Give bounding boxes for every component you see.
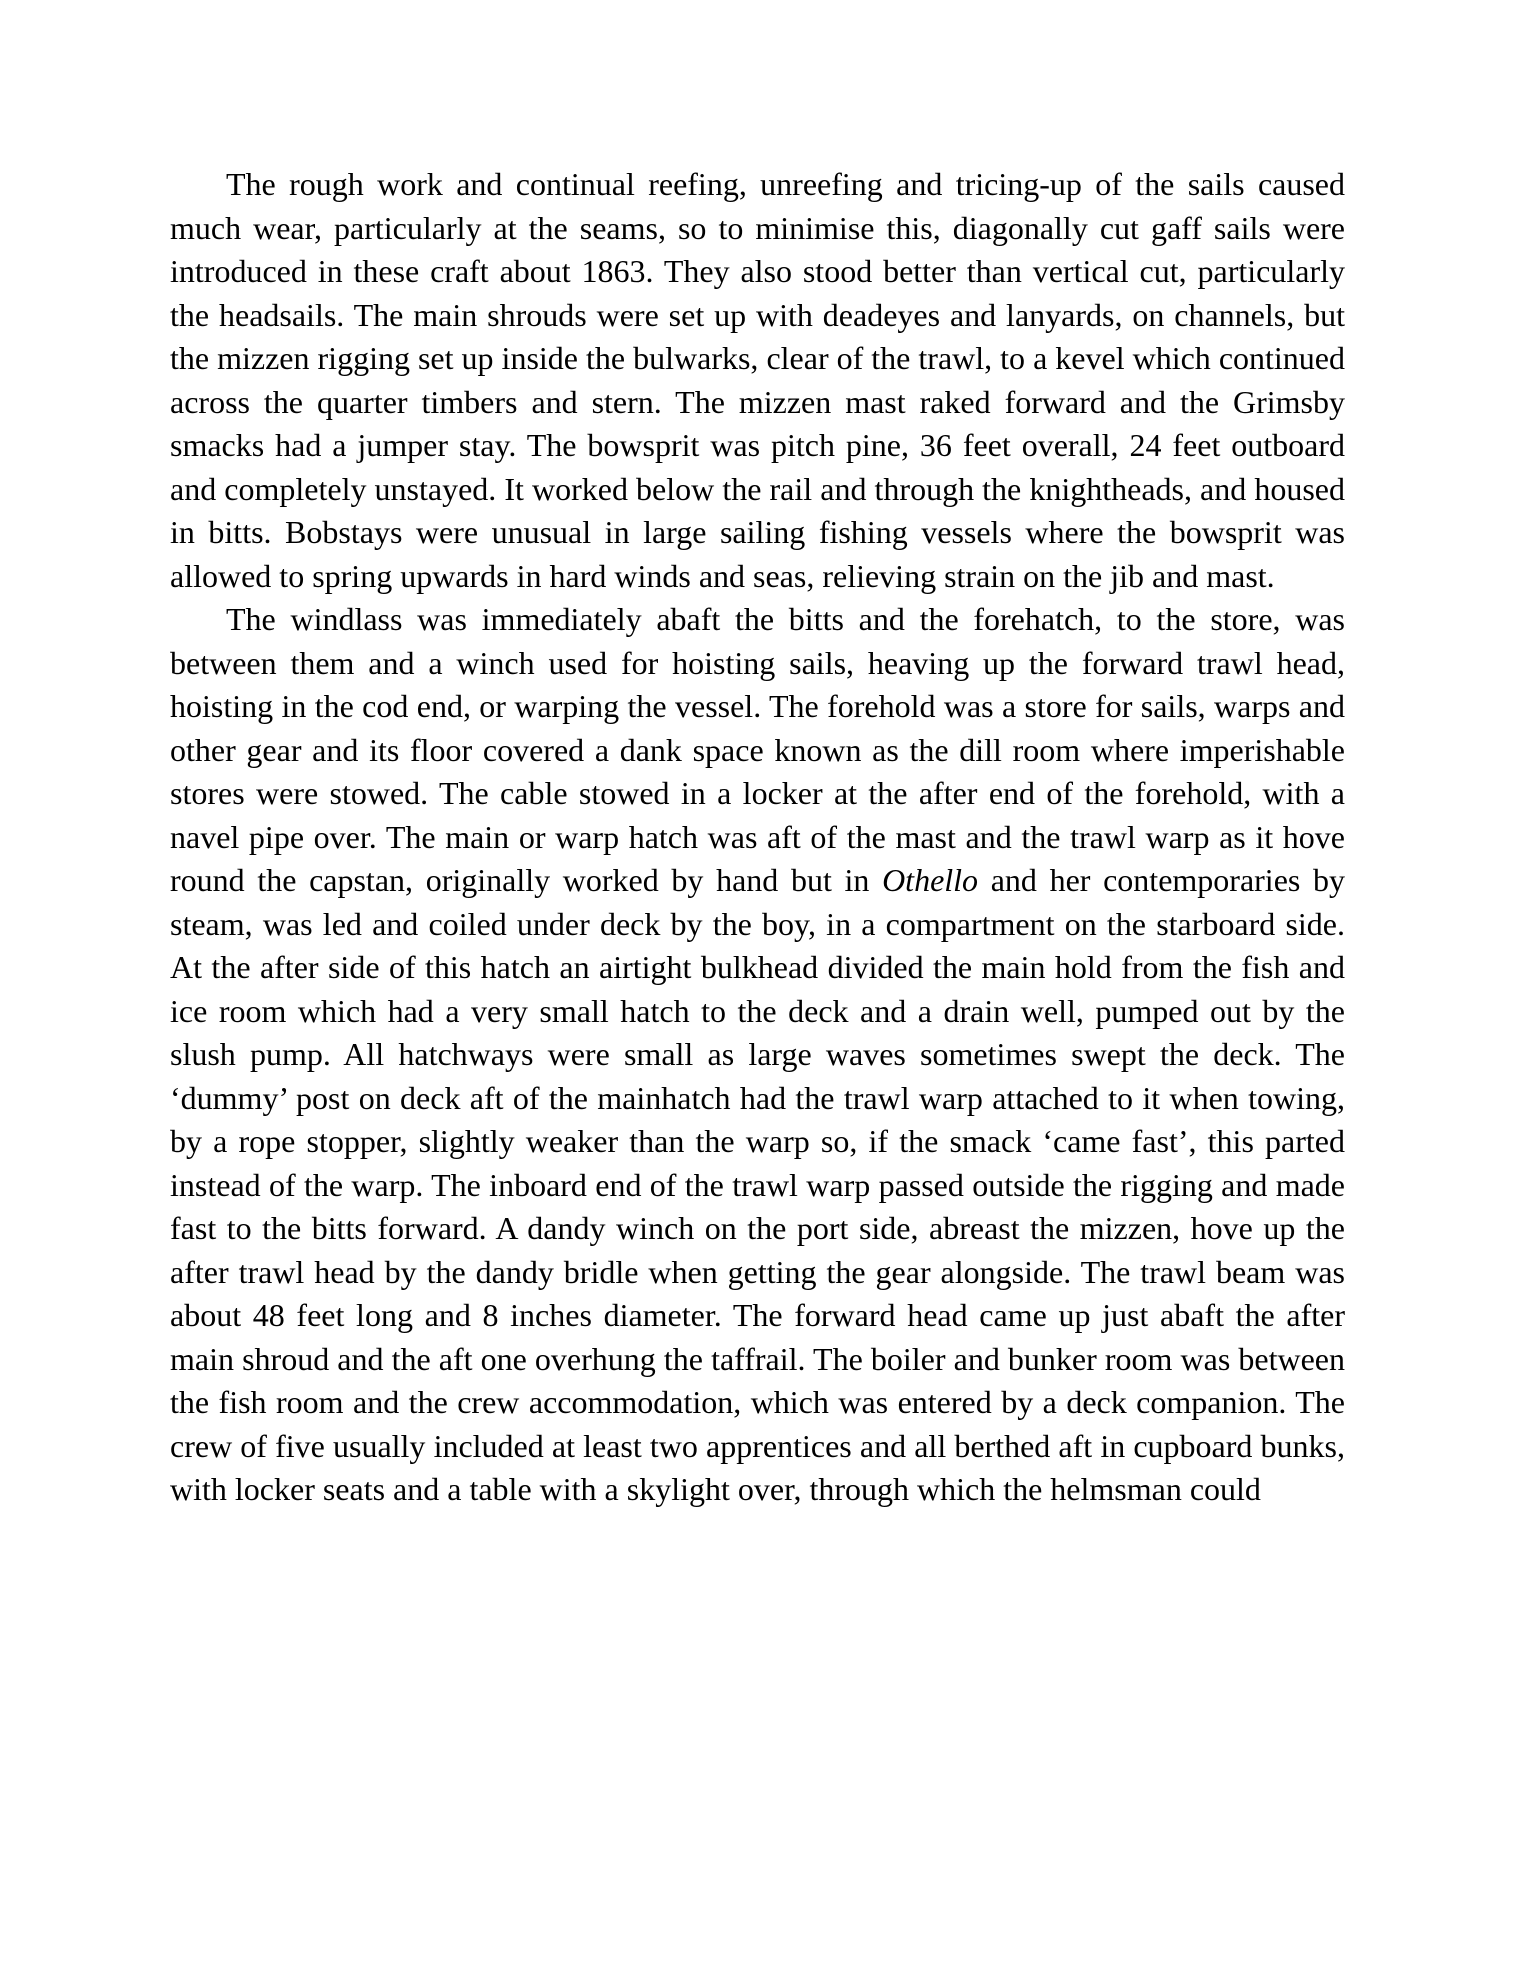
paragraph-deck-layout [170,598,1345,1512]
page-text-block [170,163,1345,1512]
paragraph-sails-and-rigging [170,163,1345,598]
paragraph-text: The rough work and continual reefing, unreefing and tricing-up of the sails caused much wear, particularly at the seams, so to minimise this, diagonally cut gaff sails were introduced in these craft about 1863. They also stood better than vertical cut, particularly the headsails. The main shrouds were set up with deadeyes and lanyards, on channels, but the mizzen rigging set up inside the bulwarks, clear of the trawl, to a kevel which continued across the quarter timbers and stern. The mizzen mast raked forward and the Grimsby smacks had a jumper stay. The bowsprit was pitch pine, 36 feet overall, 24 feet outboard and completely unstayed. It worked below the rail and through the knightheads, and housed in bitts. Bobstays were unusual in large sailing fishing vessels where the bowsprit was allowed to spring upwards in hard winds and seas, relieving strain on the jib and mast. [170,166,1345,594]
paragraph-text: The windlass was immediately abaft the bitts and the forehatch, to the store, was between them and a winch used for hoisting sails, heaving up the forward trawl head, hoisting in the cod end, or warping the vessel. The forehold was a store for sails, warps and other gear and its floor covered a dank space known as the dill room where imperishable stores were stowed. The cable stowed in a locker at the after end of the forehold, with a navel pipe over. The main or warp hatch was aft of the mast and the trawl warp as it hove round the capstan, originally worked by hand but in [170,601,1345,898]
ship-name-othello: Othello [882,862,979,898]
paragraph-text: and her contemporaries by steam, was led and coiled under deck by the boy, in a compartment on the starboard side. At the after side of this hatch an airtight bulkhead divided the main hold from the fish and ice room which had a very small hatch to the deck and a drain well, pumped out by the slush pump. All hatchways were small as large waves sometimes swept the deck. The ‘dummy’ post on deck aft of the mainhatch had the trawl warp attached to it when towing, by a rope stopper, slightly weaker than the warp so, if the smack ‘came fast’, this parted instead of the warp. The inboard end of the trawl warp passed outside the rigging and made fast to the bitts forward. A dandy winch on the port side, abreast the mizzen, hove up the after trawl head by the dandy bridle when getting the gear alongside. The trawl beam was about 48 feet long and 8 inches diameter. The forward head came up just abaft the after main shroud and the aft one overhung the taffrail. The boiler and bunker room was between the fish room and the crew accommodation, which was entered by a deck companion. The crew of five usually included at least two apprentices and all berthed aft in cupboard bunks, with locker seats and a table with a skylight over, through which the helmsman could [170,862,1346,1507]
